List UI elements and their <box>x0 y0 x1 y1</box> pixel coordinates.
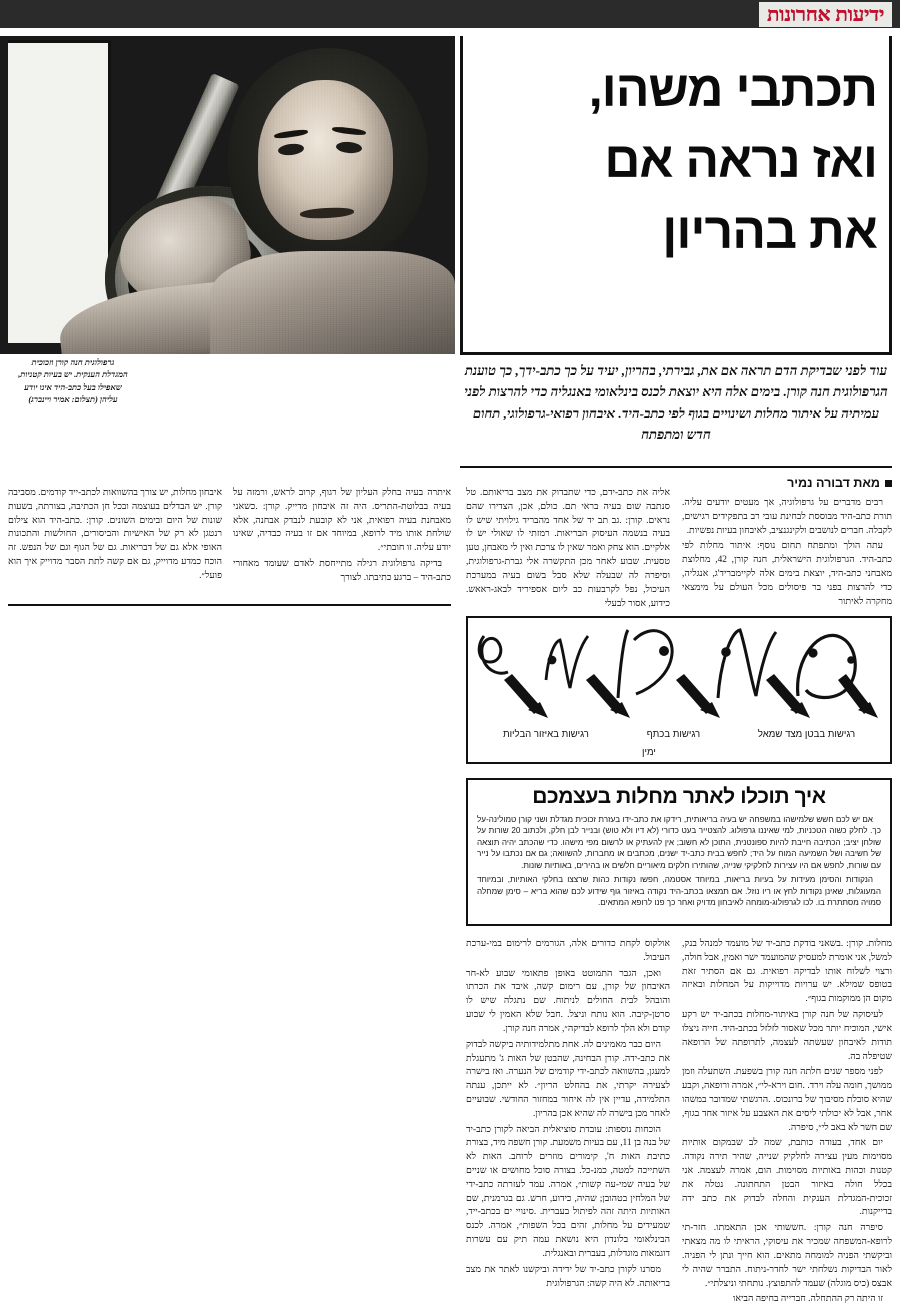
paragraph: היום כבר מאמינים לה. אחת מתלמידותיה ביקשה לבדוק את כתב-ידה. קורן הבחינה, שהבטן של האות ג' מתעגלת למעגן, בהשוואה לכתב-ידי קודמים של הנערה. ואז בישרה לצעירה יקרתי, את בהחלט הריון״. לא ייתכן, ענתה התלמידה, עדיין אין לה איחור במחזור החודשי. שבועיים לאחר מכן בישרה לה שהיא אכן בהריון. <box>466 1039 670 1119</box>
paragraph: מסרנו לקורן כתב-יד של ידידה וביקשנו לאתר את מצב בריאותה. לא היה קשה: הגרפולוגית <box>466 1264 670 1289</box>
paragraph: יום אחד, בעודה כותבת, שמה לב שבמקום אותיות מסוימות מעין עצירה לחלקיק שנייה, שהיר תירה נקודה. קטנות וכהות באותיות מסוימות. הום, אמרה לעצמה. אני בכלל חולה באיזור הבטן התחתונה. נטלה את זכוכית-המגדלת הענקית והחלה לבדוק את כתב ידה בדייקנות. <box>682 1138 892 1218</box>
paragraph: איתרה בעיה בחלק העליון של רגוף, קרוב לראש, ורמזה על בעיה בבלוטת-התריס. היה זה איבחון מדייק. קורן: .כשאני מאבחנת בעיה רפואית, אני לא קובעת לנבדק אבחנה, אלא שולחת אותו מיד לרופא, במיוחד אם זו בעיה כבדיה, שאינו יודע עליה. זו חובתי״. <box>233 488 451 554</box>
article-deck: עוד לפני שבדיקת הדם תראה אם את, גבירתי, בהריון, יעיד על כך כתב-ידך, כך טוענת הגרפולוגית חנה קורן. בימים אלה היא יוצאת לכנס בינלאומי באנגליה כדי להרצות לפני עמיתיה על איתור מחלות ושינויים בגוף לפי כתב-היד. איבחון רפואי-גרפולוגי, תחום חדש ומתפתח <box>464 363 888 443</box>
byline-text: מאת דבורה נמיר <box>787 476 880 490</box>
deck-rule <box>460 466 892 468</box>
paragraph: סיפרה חנה קורן: .חששותי אכן התאמתו. חזר-תי לרופא-המשפחה שמכיר את עיסוקי, הראיתי לו מה מצאתי וביקשתי הפניה למומחה מתאים. הוא חייך ונתן לי הפניה. לאור הבדיקות נשלחתי ישר לחדר-ניתוח. התברר שהיה לי אבצס (כיס מוגלה) שעמד להתפוצץ. נותחתי וניצלתי״. <box>682 1223 892 1289</box>
headline-line-2: ואז נראה אם <box>604 132 877 188</box>
figure-labels <box>468 729 890 742</box>
paragraph: הנקודות והסימן מעידות על בעיות בריאות, במיוחד אסטמה, חפשו נקודות כהות שרצצו בחלקי האותיות, ובמיוחד המעוגלות, שאינן נקודות לחץ או ריו נוזל. אם תמצאו בכתב-היד נקודה באיזור גוף שידוע לכם שהוא בריא – סימן שמחלה סמויה מסתתרת בו. לכו לגרפולוג-מומחה לאיבחון מדויק ואחר כך פנו לרופא המתאים. <box>477 875 881 908</box>
handwriting-samples <box>468 618 890 726</box>
paragraph: זו היתה רק ההתחלה. חברייה בחיפה הביאו <box>732 1294 883 1305</box>
paragraph: איבחון מחלות, יש צורך בהשוואות לכתב-ייד קודמים. מסביבה קורן. יש הבדלים בעוצמה ובכל חן הכתיבה, בצורתה, בשעות שונות של היום ובימים השונים. קורן: .כתב-היד הוא צילום רנטגן לא רק של האישיות והביסורים, החולשות והתכונות האופי אלא גם של דבריאות. גם של הגוף וגם של הנפש. זה הוכח כמדע מדוייק, גם אם קשה לתת הסבר מדוייק איך הוא פועל״. <box>8 488 222 581</box>
figure-label-left: רגישות בבטן מצד שמאל <box>757 729 856 741</box>
bullet-square-icon <box>885 480 892 487</box>
column-bottom-2 <box>466 938 670 1293</box>
sidebar-box <box>466 778 892 926</box>
column-top-4 <box>682 497 892 612</box>
handwriting-strokes-svg <box>468 618 890 724</box>
paragraph: אולקוס לקחת כדורים אלה, הגורמים לרימום במי-ערכת העיבול. <box>466 939 670 963</box>
figure-sublabel: ימין <box>642 747 656 758</box>
paragraph: הוכחות נוספות: עובדת סוציאלית הביאה לקורן כתב-יד של בנה בן 11, עם בעיות משמעת. קורן חשפה מיד, בצורת כתיבת האות ח', קימורים מוזרים לרוחב. האות לא השתייכה למטה, כמנ-כל. בצורה סוכל מחושים או שניים של בעיה שמי-עה קשות״, אמרה. עמד לעזרתה כתב-ידי של המלחין בטהובן; שהיה, כידוע, חרש. גם בגרמנית, שם האותיות היתה זהה לפיתול בעברית. .סינויי ים בכתב-ייד, שמעידים על מחלות, זהים בכל השפות״, אמרה. לכנס הבינלאומי בלונדון היא נושאת עמה תיק עם עשרות דוגמאות מוגדלות, בעברית ובאנגלית. <box>466 1124 671 1259</box>
left-section-rule <box>8 604 451 606</box>
column-top-3 <box>466 487 670 613</box>
handwriting-figure <box>466 616 892 764</box>
headline-line-3: את בהריון <box>662 203 877 259</box>
headline-line-1: תכתבי משהו, <box>588 61 877 117</box>
paragraph: לעיסוקה של חנה קורן באיתור-מחלות בכתב-יד יש רקע אישי, המוכיח יותר מכל שאסור לזלזל בכתב-היד. חייה ניצלו תודות לאיבחון שעשתה לעצמה, לתרופתה של הרופאה שטיפלה בה. <box>682 1010 892 1062</box>
paragraph: אם יש לכם חשש שלמישהו במשפחה יש בעיה בריאותית, רידקו את כתב-ידו בעזרת זכוכית מגדלת ושני קורן טמולינה-על כך. לחלק כשוה הטכניות, למי שאיננו גרפולוג. להצטייר בעט כדורי (לא דיו ולא טוש) ובנייר לבן חלק, ולכתוב 20 שורות על שולחן יציב; הכתיבה חייבת להיות ספונטנית, התוכן לא חשוב; אין להעתיק או לרשום מפי מישהו. כדי שהכתב יהיה תוצאה של חשיבה ושל השמיעה המוח על היד; לחפש בבית כתב-יד ישנים, מכתבים או מחברות, להשוואה; גם אם נכתבו על נייר עם שורות, לחפש אם היו עצירות לחלקיקי שנייה, שהותירו חלקים מיאוריים חלשים או בהירים, באותיות שונות. <box>477 815 881 870</box>
photo-image <box>0 36 455 354</box>
figure-label-right: רגישות באיזור הבליות <box>502 729 589 741</box>
paragraph: אליה את כתב-ידם, כדי שתבדוק את מצב בריאותם. טל סנתבה שום בעיה בראי תם. כולם, אכן, הצדירו שהם נראים. קורן: .גב תב יד של אחד מהבריד גילויתי שיש לו בעיה בנשמה העיסוק הבריאות. רמזתי לו שאולי יש לו אלקיים. הוא צחק ואמר שאין לו צרכת ואין לי מאבחן, טען טסעית. שבוע לאחר מכן התקשרה אלי גברת-גרפולוגית, וסיפרה לה שבעלה שלא סבל בשום בעיה במערכת העיכול, נפל לקרבעות כב ליום אספיריד לבאג-ראאש. כידוע, אסור לבעלי <box>466 488 670 609</box>
halftone-grain <box>0 36 455 354</box>
sidebar-box-body <box>477 814 881 909</box>
photo-caption: גרפולוגית חנה קורן וזכוכית המגדלת הענקית. יש בעיות קטניות, שאפילו בעל כתב-היד אינו יודע עליהן (תצלום: אמיר ויינברג) <box>18 358 128 405</box>
figure-label-mid: רגישות בכתף <box>646 729 701 741</box>
paragraph: מחלות. קורן: .בשאני בודקת כתב-יד של מועמד למנהל בנק, למשל, אני אומרת למעסיק שהמועמד ישר ואמין, אבל חולה, ורצוי לשלוח אותו לבדיקה רפואית. גם אם הסתיר זאת בטופס שמילא. יש ערויות מדוייקות על המחלות ובאיזה מקום הן ממוקמות בגוף״. <box>682 939 892 1005</box>
article-photo <box>0 36 455 354</box>
headline-rule <box>460 352 892 355</box>
paragraph: רבים מדברים על גרפולוגיה, אך מעטים יודעים עליה. תורת כתב-היד מבוססת לבחינת עובי רב בתפקידים רגישים, לקבלה. חברים לנושבים ולקינגנציב, לאיבחון בעיות נפשיות. <box>682 498 892 536</box>
byline <box>680 476 892 490</box>
paragraph: לפני מספר שנים חלתה חנה קורן בשפעת. השתעלה וזמן ממושך, חומה עלה וירד. .חום וירא-לי״, אמרה ורופאה, וקבע שהיא סובלת מסיבוך של ברונכוס. .הרגשתי שמדובר במשהו אחר, אבל לא יכולתי ליסים את האצבע על איזור אחד בגוף, שם חשר לא באב לי״, סיפרה. <box>682 1067 892 1133</box>
masthead-logo: ידיעות אחרונות <box>759 2 892 27</box>
paragraph: עתה הולך ומתפתח תחום נוסף: איתור מחלות לפי כתב-היד. הגרפולוגית הישראלית, חנה קורן, 42, מחלוצת מאבחני כתב-היד, יוצאת בימים אלה לקיימבריד'ג, אנגליה, כדי להרצות בפני בר פיסולים מכל העולם על מימצאי מחקרה לאיתור <box>682 541 892 607</box>
paragraph: ואכן, הגבר התמוטט באופן פתאומי שבוע לא-חר האיבחון של קורן, עם רימום קשה, איבד את הכרתו והובהל לבית החולים לניתוח. שם נתגלה שיש לו סרטן-קיבה. הוא נותח וניצל. .חבל שלא האמין לי שבוע קודם ולא הלך לרופא לבדיקה״, אמרה חנה קורן. <box>466 968 670 1034</box>
page-title <box>473 54 877 267</box>
column-top-2 <box>233 487 451 588</box>
headline-area <box>460 36 892 354</box>
sidebar-box-title: איך תוכלו לאתר מחלות בעצמכם <box>532 785 826 808</box>
column-top-1 <box>8 487 222 586</box>
paragraph: בדיקה גרפולוגית רגילה מתייחסת לאדם שעומד מאחורי כתב-היד – ברגע כתיבתו. לצורך <box>233 559 451 583</box>
column-bottom-3 <box>682 938 892 1309</box>
